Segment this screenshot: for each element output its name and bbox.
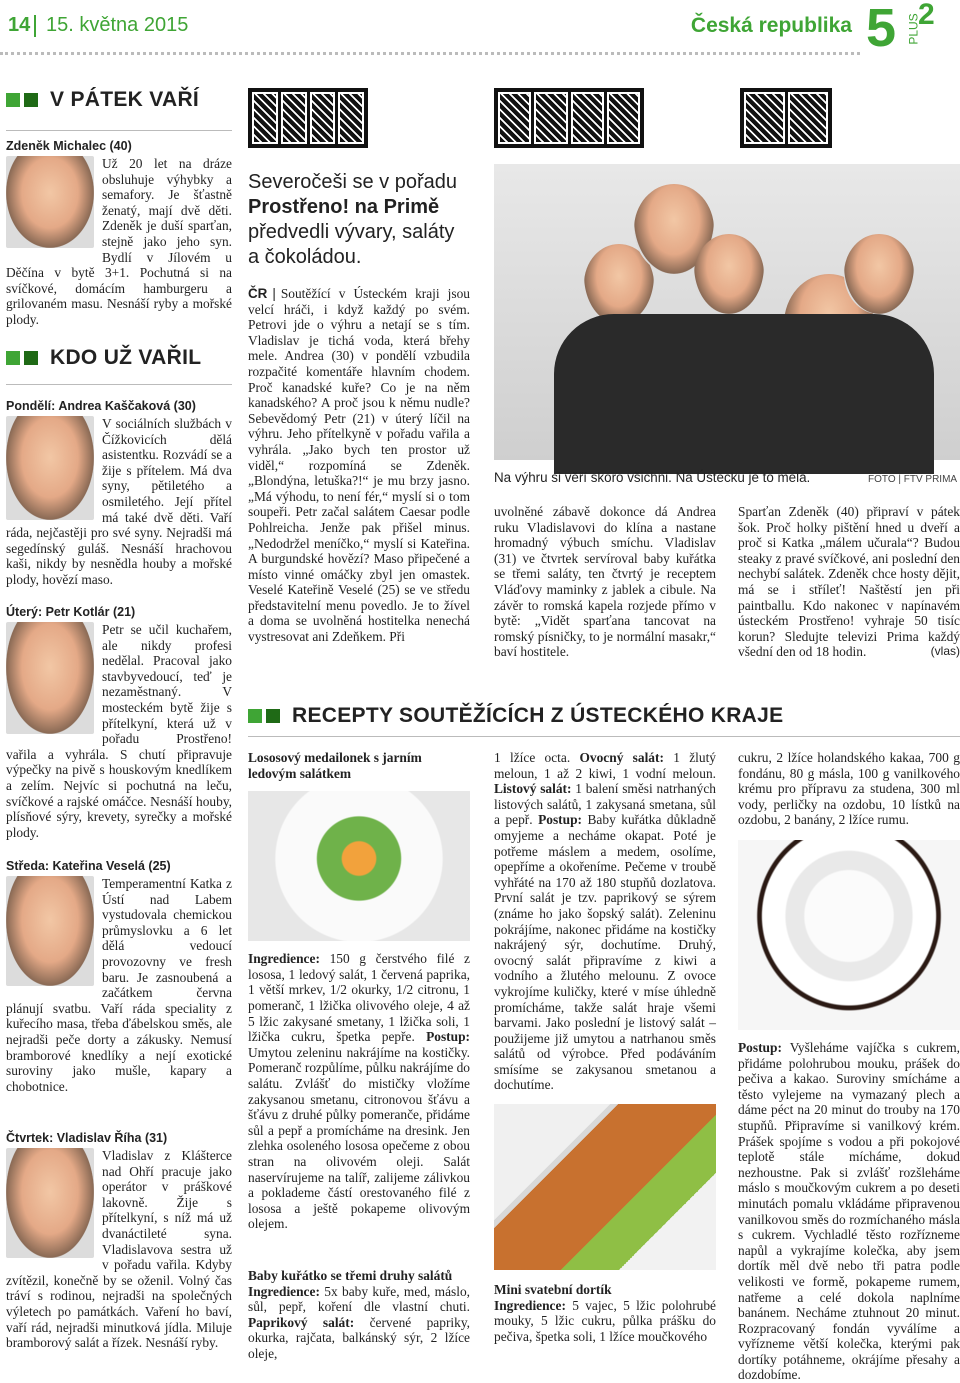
past-person-name: Čtvrtek: Vladislav Říha (31) <box>6 1131 168 1145</box>
past-person-photo <box>6 622 94 734</box>
past-heading <box>6 346 232 370</box>
person-figure <box>694 234 764 314</box>
recipe3-postup: Vyšleháme vajíčka s cukrem, přidáme polohrubou mouku, prášek do pečiva a kakao. Suroviny smícháme a těsto vylejeme na vymazaný plech a dáme péct na 20 minut do trouby na 170 stupňů. Připravíme si vanilkový krém. Prášek spojíme s vodou a při pokojové teplotě stále mícháme, dokud nezhoustne. Pak si zvlášť rozšleháme máslo s moučkovým cukrem a po deseti minutách pomalu vkládáme připravenou vanilkovou směs do rozmíchaného másla s cukrem. Vychladlé těsto rozřízneme napůl a vykrajíme kolečka, aby jsem dortík měl dvě nebo tři patra podle velikosti ve formě, pokapeme rumem, natřeme a celé dokola naplníme banánem. Necháme ztuhnout 20 minut. Rozpracovaný fondán vyválíme a vyřízneme větší kolečka, kterými pak dortíky potáhneme, okrájíme přesahy a dozdobíme. <box>738 1040 960 1383</box>
recipes-rule <box>248 736 960 737</box>
recipe3-ingredients-label: Ingredience: <box>494 1297 566 1313</box>
article-body-3 <box>738 504 960 658</box>
recipe1-title: Lososový medailonek s jarním ledovým salátkem <box>248 750 422 781</box>
recipe2-paprika-label: Paprikový salát: <box>248 1314 355 1330</box>
cake-photo <box>738 840 960 1030</box>
logo-plus: PLUS <box>906 13 921 45</box>
dark-square-icon <box>266 709 280 723</box>
past-person-text: Petr se učil kuchařem, ale nikdy profesi nedělal. Pracoval jako stavbyvedoucí, teď je nezaměstnaný. V mosteckém bytě žije s přítelkyní, která už v pořadu Prostřeno! vařila a vyhrála. S chutí připravuje výpečky na pivě s houskovým knedlíkem a zelím. Nejvíc si pochutná na leču, svíčkové a rajské omáčce. Nesnáší houby, plísňové sýry, krevety, syrečky a mořské plody. <box>6 622 232 840</box>
chicken-photo <box>494 1104 716 1270</box>
dark-square-icon <box>24 93 38 107</box>
dark-square-icon <box>24 351 38 365</box>
recipe3-postup-label: Postup: <box>738 1040 782 1055</box>
page-header <box>0 0 960 60</box>
recipes-heading-text: RECEPTY SOUTĚŽÍCÍCH Z ÚSTECKÉHO KRAJE <box>292 704 784 727</box>
header-dotted-rule <box>0 52 860 55</box>
signature: (vlas) <box>930 644 960 658</box>
past-person-name: Úterý: Petr Kotlár (21) <box>6 605 136 619</box>
recipe2-cont: 1 lžíce octa. <box>494 750 571 765</box>
left-column <box>6 88 232 1351</box>
article-col3-text: Sparťan Zdeněk (40) připraví v pátek šok. Proč holky pištění hned u dveří a proč si Katka „málem učurala“? Budou steaky z pravé svíčkové, ani poslední den nechybí salátek. Zdeněk chce hosty dějit, má se i stříleť! Naštěstí jen při paintballu. Kdo nakonec v napínavém ústeckém Prostřeno! vyhraje 50 tisíc korun? Sledujte televizi Prima každý všední den od 18 hodin. <box>738 504 960 660</box>
article-body-1: ČR | Soutěžící v Ústeckém kraji jsou velcí hráči, i když každý po svém. Petrovi jde o výhru a netají se s tím. Vladislav je tichá voda, která břehy mele. Andrea (30) v pondělí vzbudila rozpačité komentáře hlavním chodem. Proč kanadské kuře? Co je na něm kanadského? A proč jsou k němu nudle? Sebevědomý Petr (21) v úterý líčil na výhru. Jeho přítelkyně v pořadu vařila a vyhrála. „Jako bych ten prostor už viděl,“ rozpomíná se Zdeněk. „Blondýna, letuška?!“ je mu brzy jasno. „Má výhodu, to není fér,“ myslí si o tom soupeři. Petr začal salátem Caesar podle Pohlreicha. Jenže pak přišel minus. „Nedodržel meníčko,“ myslí si Kateřina. A burgundské hovězí? Maso připečené a místo vinné omáčky zbyl jen omastek. Veselé Kateřině Veselé (25) se ve středu představitelní menu povedlo. Je to žível a doma se uvolněná hostitelka nenechá vystresovat ani Zdeňkem. Při <box>248 286 470 645</box>
section-title: Česká republika <box>690 14 852 37</box>
article-title <box>248 170 470 270</box>
photo-credit: FOTO | FTV PRIMA <box>868 474 958 485</box>
title-line3: předvedli vývary, saláty a čokoládou. <box>248 221 455 268</box>
green-square-icon <box>6 351 20 365</box>
past-person-text: V sociálních službách v Čížkovicích dělá asistentku. Rozvádí se a žije s přítelem. Má dva syny, pětiletého a osmiletého. Její přítel má také dvě děti. Vaří ráda, nejčastěji pro své syny. Nejradši má segedínský guláš. Nesnáší hrachovou kaši, nikdy by nesnědla houby a mořské plody, hovězí maso. <box>6 416 232 587</box>
barcode-graphic-3 <box>740 88 832 148</box>
logo-number: 5 <box>866 0 897 58</box>
past-person-name: Pondělí: Andrea Kaščaková (30) <box>6 399 196 413</box>
barcode-graphic-2 <box>494 88 644 148</box>
past-person-text: Vladislav z Klášterce nad Ohří pracuje jako operátor v práškové lakovně. Žije s přítelkyní, s níž má už dvanáctileté syna. Vladislavova sestra už v pořadu vařila. Kdyby zvítězil, konečně by se oženil. Volný čas tráví s rodinou, nejradši na společných výletech po památkách. Vaření ho baví, vaří rád, nejradši minutková jídla. Miluje bramborový salát a řízek. Nesnáší ryby. <box>6 1148 232 1351</box>
past-person-3 <box>6 859 232 1131</box>
recipe1-postup-label: Postup: <box>426 1029 470 1045</box>
recipe2-ingredients: 5x baby kuře, med, máslo, sůl, pepř, koření dle vlastní chuti. <box>248 1283 470 1315</box>
past-person-2 <box>6 605 232 859</box>
past-person-4 <box>6 1131 232 1351</box>
barcode-graphic <box>248 88 368 148</box>
friday-heading <box>6 88 232 112</box>
past-person-text: Temperamentní Katka z Ústí nad Labem vystudovala chemickou průmyslovku a 6 let dělá vedoucí provozovny ve fresh baru. Je zasnoubená a začátkem června plánují svatbu. Vaří ráda speciality z kuřecího masa, třeba ďábelskou směs, ale nejradši peče dorty a zákusky. Nemusí bramborové knedlíky a nejí exotické suroviny jako mušle, kapary a chobotnice. <box>6 876 232 1094</box>
person-figure <box>844 234 914 314</box>
article-body-2: uvolněné zábavě dokonce dá Andrea ruku Vladislavovi do klína a nastane hromadný výbuch smíchu. Vladislav (31) ve čtvrtek servíroval baby kuřátka se třemi saláty, ten čtvrtý je receptem Vláďovy maminky z jablek a cibule. Na závěr to romská kapela rozjede přímo v bytě: „Vidět sparťana tancovat na romský písničky, to je normální masakr,“ baví hostitele. <box>494 504 716 660</box>
recipe2-fruit: 1 žlutý meloun, 1 až 2 kiwi, 1 vodní meloun. <box>494 750 716 781</box>
past-person-photo <box>6 876 94 986</box>
past-heading-text: KDO UŽ VAŘIL <box>50 346 202 369</box>
article-column-1 <box>248 88 470 676</box>
green-square-icon <box>248 709 262 723</box>
recipe2-postup-label: Postup: <box>538 812 582 828</box>
green-square-icon <box>6 93 20 107</box>
recipe3-head <box>494 1282 716 1346</box>
past-person-name: Středa: Kateřina Veselá (25) <box>6 859 171 873</box>
recipe2-paprika: červené papriky, okurka, rajčata, balkánský sýr, 2 lžíce oleje, <box>248 1314 470 1361</box>
recipe-col-3 <box>738 750 960 1383</box>
past-person-photo <box>6 416 94 520</box>
recipe2-body <box>494 750 716 1093</box>
page-date: 15. května 2015 <box>46 14 189 36</box>
recipe2-title: Baby kuřátko se třemi druhy salátů <box>248 1268 453 1283</box>
recipe3-body <box>738 1040 960 1383</box>
title-line1: Severočeši se v pořadu <box>248 171 458 193</box>
recipe1-postup: Umytou zeleninu nakrájíme na kostičky. Pomeranč rozpůlíme, půlku nakrájíme do salátu. Zvlášť do mističky vložíme zakysanou smetanu, citronovou šťávu a šťávu z druhé půlky pomeranče, přidáme sůl a pepř a promícháme na dresink. Jen zlehka osoleného lososa opečeme z obou stran na olivovém oleji. Salát naservírujeme na talíř, zalijeme zálivkou a poklademe částí orestovaného filé z lososa a ještě pokapeme olivovým olejem. <box>248 1044 470 1232</box>
recipe1-ingredients-label: Ingredience: <box>248 951 320 967</box>
recipe3-ingredients: 5 vajec, 5 lžic polohrubé mouky, 5 lžic cukru, půlka prášku do pečiva, špetka soli, 1 lžíce moučkového <box>494 1297 716 1344</box>
recipe2-leaf-label: Listový salát: <box>494 781 572 797</box>
recipe3-cont: cukru, 2 lžíce holandského kakaa, 700 g fondánu, 80 g másla, 100 g vanilkového krému pro přípravu za studena, 300 ml vody, perličky na ozdobu, 10 lístků na ozdobu, 2 banány, 2 lžíce rumu. <box>738 750 960 828</box>
recipe1-ingredients: 150 g čerstvého filé z lososa, 1 ledový salát, 1 červená paprika, 1 větší mrkev, 1/2 okurky, 1/2 citronu, 1 pomeranč, 1 lžička olivového oleje, 4 až 5 lžic zakysané smetany, 1 lžička soli, 1 lžička cukru, špetka pepře. <box>248 951 471 1045</box>
recipe2-postup: Baby kuřátka důkladně omyjeme a necháme okapat. Poté je potřeme máslem a medem, osolíme, opepříme a okořeníme. Pečeme v troubě vyhřáté na 170 až 180 stupňů dozlatova. První salát je tzv. paprikový se sýrem (známe ho jako šopský salát). Zeleninu pokrájíme, nakonec přidáme na kostičky nakrájený sýr, dochutíme. Druhý, ovocný salát připravíme z kiwi a vodního a žlutého melounu. Z ovoce vykrojíme kuličky, které v míse úhledně promícháme, takže salát hraje všemi barvami. Jako poslední je listový salát – použijeme již umytou a natrhanou směs salátů od výrobce. Před podáváním smísíme se zakysanou smetanou a dochutíme. <box>494 812 716 1093</box>
friday-heading-text: V PÁTEK VAŘÍ <box>50 88 200 111</box>
recipe-col-2 <box>494 750 716 1346</box>
photo-caption: Na výhru si věří skoro všichni. Na Ústecku je to mela. <box>494 470 811 485</box>
recipe2-leaf: 1 balení směsi natrhaných listových salátů, 1 zakysaná smetana, sůl a pepř. <box>494 781 716 828</box>
logo-sup: 2 <box>918 0 935 31</box>
recipe2-head <box>248 1268 470 1361</box>
recipe2-ingredients-label: Ingredience: <box>248 1283 320 1299</box>
friday-name: Zdeněk Michalec (40) <box>6 139 132 153</box>
friday-text: Už 20 let na dráze obsluhuje výhybky a semafory. Je šťastně ženatý, mají dvě děti. Zdeněk je duší sparťan, stejně jako jeho syn. Bydlí v Jílovém u Děčína v bytě 3+1. Pochutná si na svíčkové, domácím hamburgeru a grilovaném masu. Nesnáší ryby a mořské plody. <box>6 156 232 327</box>
title-bold: Prostřeno! na Primě <box>248 196 440 218</box>
header-divider <box>34 15 36 37</box>
past-person-photo <box>6 1148 94 1258</box>
past-person-1 <box>6 399 232 605</box>
page-number: 14 <box>8 14 31 36</box>
main-photo <box>494 164 960 460</box>
recipe3-title: Mini svatební dortík <box>494 1282 612 1297</box>
article-col1-text: Soutěžící v Ústeckém kraji jsou velcí hráči, i když každý po svém. Petrovi jde o výhru a netají se s tím. Vladislav je tichá voda, která břehy mele. Andrea (30) v pondělí vzbudila rozpačité komentáře hlavním chodem. Proč kanadské kuře? Co je na něm kanadského? A proč jsou k němu nudle? Sebevědomý Petr (21) v úterý líčil na výhru. Jeho přítelkyně v pořadu vařila a vyhrála. „Jako bych ten prostor už viděl,“ rozpomíná se Zdeněk. „Blondýna, letuška?!“ je mu brzy jasno. „Má výhodu, to není fér,“ myslí si o tom soupeři. Petr začal salátem Caesar podle Pohlreicha. Jenže pak přišel minus. „Nedodržel meníčko,“ myslí si Kateřina. A burgundské hovězí? Maso připečené a místo vinné omáčky zbyl jen omastek. Veselé Kateřině Veselé (25) se ve středu představitelní menu povedlo. Je to žível a doma se uvolněná hostitelka nenechá vystresovat ani Zdeňkem. Při <box>248 286 470 645</box>
dateline: ČR <box>248 286 268 301</box>
clothing-dark <box>554 314 934 474</box>
recipe2-fruit-label: Ovocný salát: <box>579 750 664 765</box>
recipes-heading <box>248 704 783 728</box>
salmon-photo <box>248 791 470 941</box>
friday-photo <box>6 156 94 248</box>
